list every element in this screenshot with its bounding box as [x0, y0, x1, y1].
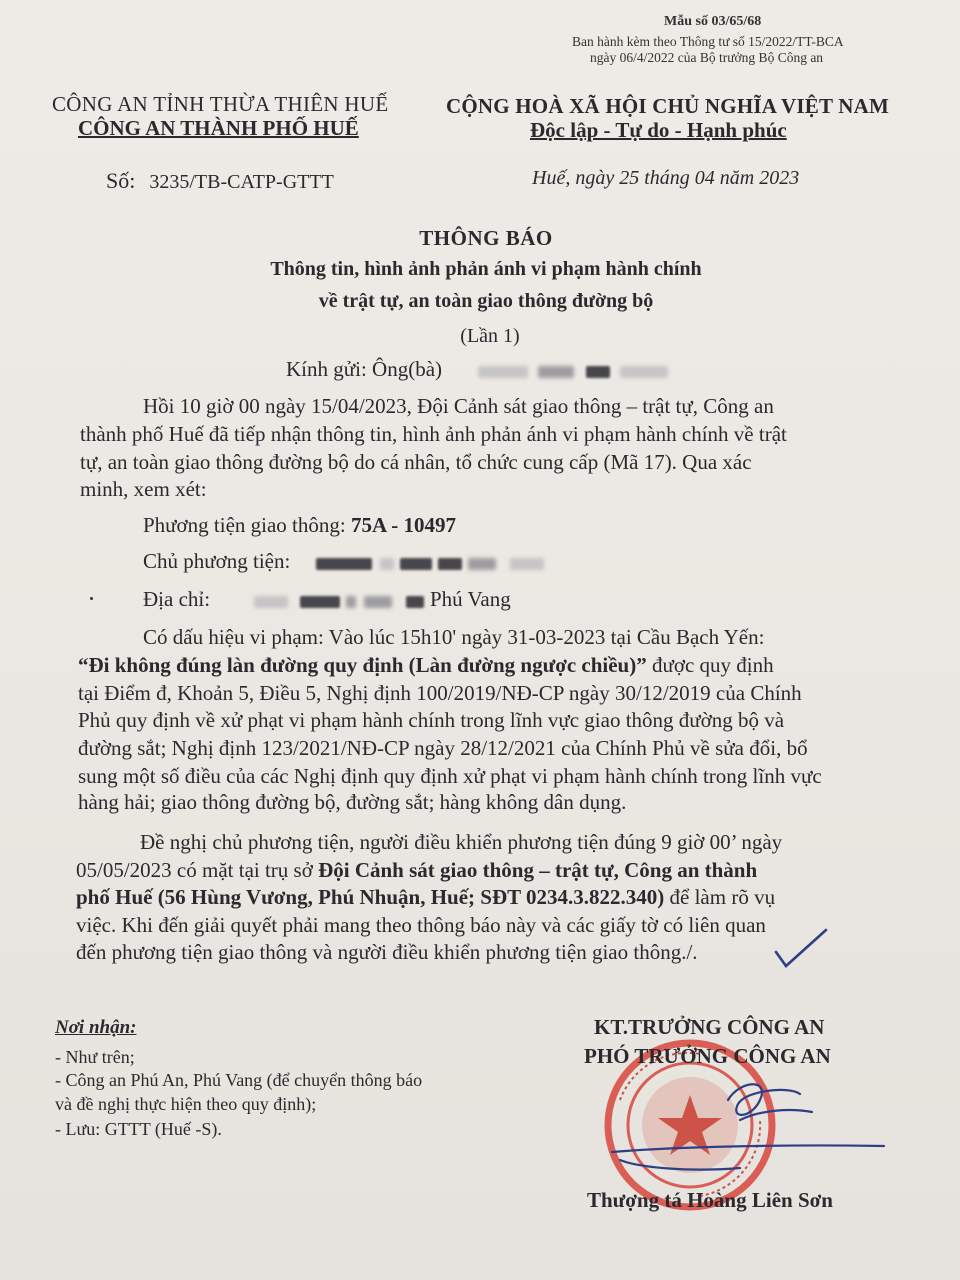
body-line: 05/05/2023 có mặt tại trụ sở Đội Cảnh sát giao thông – trật tự, Công an thành — [76, 858, 758, 882]
body-line: sung một số điều của các Nghị định quy định xử phạt vi phạm hành chính trong lĩnh vực — [78, 764, 822, 788]
summons-address: phố Huế (56 Hùng Vương, Phú Nhuận, Huế; SĐT 0234.3.822.340) — [76, 885, 665, 909]
form-issued-by: Ban hành kèm theo Thông tư số 15/2022/TT-BCA — [572, 34, 844, 49]
recipient-item: - Công an Phú An, Phú Vang (để chuyển thông báo — [55, 1070, 423, 1090]
form-number: Mẫu số 03/65/68 — [664, 14, 762, 29]
vehicle-plate: 75A - 10497 — [350, 513, 456, 537]
body-line: đến phương tiện giao thông và người điều khiển phương tiện giao thông./. — [76, 940, 698, 964]
body-line: tại Điểm đ, Khoản 5, Điều 5, Nghị định 100/2019/NĐ-CP ngày 30/12/2019 của Chính — [78, 681, 802, 705]
body-line: tự, an toàn giao thông đường bộ do cá nhân, tổ chức cung cấp (Mã 17). Qua xác — [80, 450, 752, 474]
violation-line: “Đi không đúng làn đường quy định (Làn đường ngược chiều)” được quy định — [78, 653, 774, 677]
body-line: phố Huế (56 Hùng Vương, Phú Nhuận, Huế; SĐT 0234.3.822.340) để làm rõ vụ — [76, 885, 776, 909]
document-title: THÔNG BÁO — [419, 226, 553, 250]
violation-description: “Đi không đúng làn đường quy định (Làn đường ngược chiều)” — [78, 653, 647, 677]
document-subtitle-2: về trật tự, an toàn giao thông đường bộ — [318, 290, 654, 312]
address-district: Phú Vang — [430, 587, 511, 611]
recipients-heading: Nơi nhận: — [55, 1017, 137, 1038]
vehicle-label: Phương tiện giao thông: — [143, 513, 346, 537]
agency-name: CÔNG AN THÀNH PHỐ HUẾ — [78, 116, 359, 140]
signatory-title-1: KT.TRƯỞNG CÔNG AN — [594, 1015, 825, 1039]
document-number-label: Số: — [106, 168, 136, 193]
address-label: Địa chỉ: — [143, 587, 211, 611]
body-line: Có dấu hiệu vi phạm: Vào lúc 15h10' ngày 31-03-2023 tại Cầu Bạch Yến: — [143, 625, 765, 649]
recipient-item: - Như trên; — [55, 1047, 135, 1067]
form-issued-date: ngày 06/4/2022 của Bộ trưởng Bộ Công an — [590, 50, 824, 65]
body-line: Phủ quy định về xử phạt vi phạm hành chính trong lĩnh vực giao thông đường bộ và — [78, 708, 785, 732]
document-date: Huế, ngày 25 tháng 04 năm 2023 — [532, 167, 800, 189]
attempt-number: (Lần 1) — [460, 325, 520, 347]
recipient-item: và đề nghị thực hiện theo quy định); — [55, 1094, 317, 1114]
summons-location: Đội Cảnh sát giao thông – trật tự, Công an thành — [318, 858, 758, 882]
body-line: đường sắt; Nghị định 123/2021/NĐ-CP ngày 28/12/2021 của Chính Phủ về sửa đổi, bổ — [78, 736, 808, 760]
body-line: Đề nghị chủ phương tiện, người điều khiển phương tiện đúng 9 giờ 00’ ngày — [140, 830, 783, 854]
body-line: Hồi 10 giờ 00 ngày 15/04/2023, Đội Cảnh sát giao thông – trật tự, Công an — [143, 394, 774, 418]
addressee-label: Kính gửi: Ông(bà) — [286, 357, 443, 381]
check-mark — [776, 930, 826, 966]
body-line: hàng hải; giao thông đường bộ, đường sắt; hàng không dân dụng. — [78, 790, 627, 814]
document-subtitle-1: Thông tin, hình ảnh phản ánh vi phạm hành chính — [270, 258, 702, 280]
signatory-name: Thượng tá Hoàng Liên Sơn — [587, 1188, 833, 1212]
signatory-title-2: PHÓ TRƯỞNG CÔNG AN — [584, 1044, 831, 1068]
owner-label: Chủ phương tiện: — [143, 549, 291, 573]
document-number-value: 3235/TB-CATP-GTTT — [149, 171, 334, 193]
country-name: CỘNG HOÀ XÃ HỘI CHỦ NGHĨA VIỆT NAM — [446, 94, 889, 118]
national-motto: Độc lập - Tự do - Hạnh phúc — [530, 118, 787, 142]
recipient-item: - Lưu: GTTT (Huế -S). — [55, 1119, 222, 1139]
body-line: việc. Khi đến giải quyết phải mang theo thông báo này và các giấy tờ có liên quan — [76, 913, 766, 937]
body-line: thành phố Huế đã tiếp nhận thông tin, hình ảnh phản ánh vi phạm hành chính về trật — [80, 422, 787, 446]
agency-parent: CÔNG AN TỈNH THỪA THIÊN HUẾ — [52, 92, 389, 116]
body-line: minh, xem xét: — [80, 477, 207, 501]
